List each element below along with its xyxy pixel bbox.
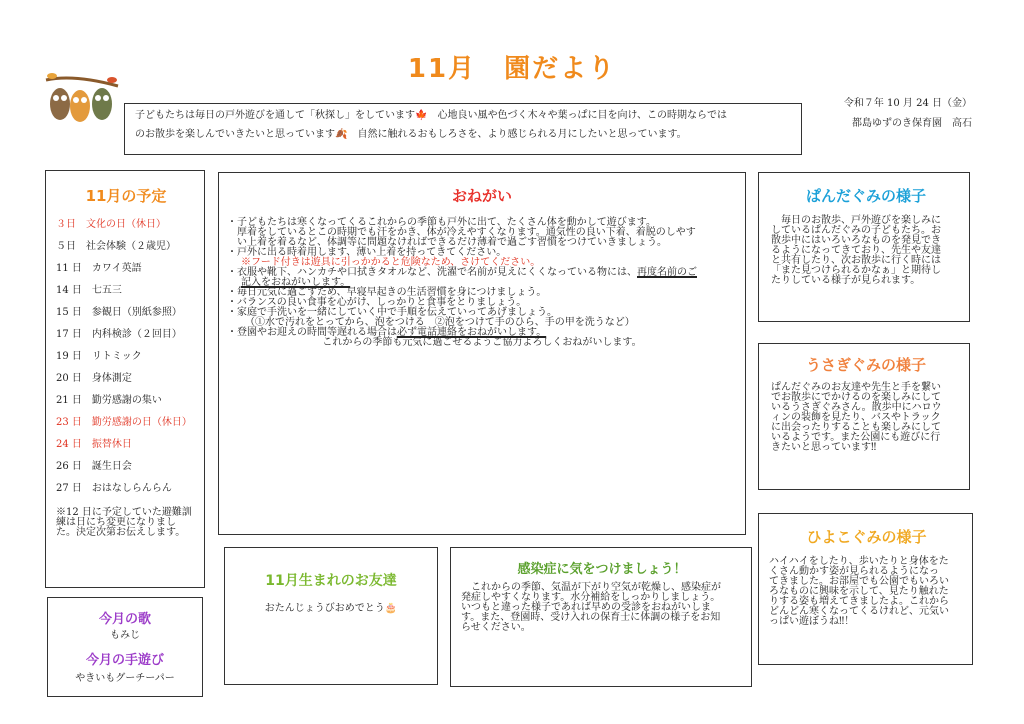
- panda-body: [771, 216, 961, 286]
- schedule-item: 14 日 七五三: [56, 285, 122, 296]
- schedule-item: 17 日 内科検診（２回目）: [56, 329, 182, 340]
- request-emphasis: 記入をおねがいします。: [241, 277, 351, 288]
- schedule-box: [45, 170, 205, 588]
- hiyoko-text-line: ハイハイをしたり、歩いたりと身体をた: [769, 556, 949, 567]
- hand-play-heading: 今月の手遊び: [85, 653, 164, 668]
- schedule-note: [56, 508, 196, 538]
- author: 都島ゆずのき保育園 高石: [852, 118, 972, 129]
- intro-line: のお散歩を楽しんでいきたいと思っています🍂 自然に触れるおもしろさを、より感じられる月にしたいと思っています。: [135, 129, 687, 140]
- panda-text-line: たりしている様子が見られます。: [771, 275, 921, 286]
- song-title: もみじ: [110, 630, 140, 641]
- request-line: 厚着をしているとこの時期でも汗をかき、体が冷えやすくなります。通気性の良い下着、着脱のしやす: [227, 227, 696, 238]
- hiyoko-text-line: くさん動かす姿が見られるようになっ: [769, 566, 939, 577]
- request-text: ・登園やお迎えの時間等遅れる場合は: [227, 327, 397, 338]
- hiyoko-text-line: どんどん寒くなってくるけれど、元気い: [769, 606, 949, 617]
- request-line: ・毎日元気に過ごすため、早寝早起きの生活習慣を身につけましょう。: [227, 287, 547, 298]
- issue-date: 令和７年 10 月 24 日（金）: [843, 98, 972, 109]
- schedule-note-line: ※12 日に予定していた避難訓: [56, 507, 192, 518]
- request-line: （①水で汚れをとってから、泡をつける ②泡をつけて手のひら、手の甲を洗うなど）: [245, 317, 635, 328]
- hiyoko-text-line: りする姿も増えてきましたよ。これから: [769, 596, 949, 607]
- panda-text-line: 毎日のお散歩、戸外遊びを楽しみに: [771, 215, 941, 226]
- usagi-heading: うさぎぐみの様子: [805, 356, 926, 374]
- usagi-text-line: でお散歩にでかけるのを楽しみにして: [771, 392, 941, 403]
- song-heading: 今月の歌: [98, 612, 151, 627]
- panda-text-line: と共有したり、次お散歩に行く時には: [771, 255, 941, 266]
- schedule-heading: 11月の予定: [85, 187, 167, 205]
- hand-play-title: やきいもグーチーパー: [75, 673, 175, 684]
- request-emphasis: 再度名前のご: [637, 267, 697, 278]
- hiyoko-body: [769, 557, 964, 627]
- intro-box: [124, 103, 802, 155]
- birthday-box: [224, 547, 438, 685]
- hiyoko-text-line: てきました。お部屋でも公園でもいろい: [769, 576, 949, 587]
- schedule-item: 24 日 振替休日: [56, 439, 132, 450]
- infection-body: [461, 583, 743, 633]
- intro-line: 子どもたちは毎日の戸外遊びを通して「秋探し」をしています🍁 心地良い風や色づく木々や葉っぱに目を向け、この時期ならでは: [135, 110, 727, 121]
- hiyoko-text-line: っぱい遊ぼうね‼！: [769, 616, 855, 627]
- usagi-text-line: ィンの装飾を見たり、バスやトラック: [771, 412, 941, 423]
- request-line: ・家庭で手洗いを一緒にしていく中で手順を伝えていってあげましょう。: [227, 307, 557, 318]
- schedule-item: 23 日 勤労感謝の日（休日）: [56, 417, 192, 428]
- hiyoko-class-box: [758, 513, 973, 665]
- hiyoko-heading: ひよこぐみの様子: [806, 528, 927, 546]
- schedule-item: 19 日 リトミック: [56, 351, 142, 362]
- infection-text-line: これからの季節、気温が下がり空気が乾燥し、感染症が: [461, 582, 721, 593]
- usagi-text-line: いるようです。また公園にも遊びに行: [771, 432, 941, 443]
- song-box: [47, 597, 203, 697]
- request-line: い上着を着るなど、体調等に問題なければできるだけ薄着で過ごす習慣をつけていきましょう。: [227, 237, 667, 248]
- panda-text-line: しているぱんだぐみの子どもたち。お: [771, 225, 941, 236]
- requests-body: [227, 218, 737, 348]
- infection-text-line: す。また、登園時、受け入れの保育士に体調の様子をお知: [461, 612, 721, 623]
- schedule-item: 21 日 勤労感謝の集い: [56, 395, 162, 406]
- schedule-note-line: 練は日にち変更になりまし: [56, 517, 176, 528]
- usagi-body: [771, 383, 961, 453]
- schedule-item: ３日 文化の日（休日）: [56, 219, 166, 230]
- schedule-item: 20 日 身体測定: [56, 373, 132, 384]
- panda-heading: ぱんだぐみの様子: [805, 187, 926, 205]
- schedule-note-line: た。決定次第お伝えします。: [56, 527, 186, 538]
- request-emphasis: 必ず電話連絡をおねがいします。: [397, 327, 547, 338]
- schedule-item: 27 日 おはなしらんらん: [56, 483, 172, 494]
- infection-text-line: 発症しやすくなります。水分補給をしっかりしましょう。: [461, 592, 721, 603]
- infection-text-line: らせください。: [461, 622, 531, 633]
- infection-heading: 感染症に気をつけましょう！: [517, 562, 687, 577]
- request-warning: ※フード付きは遊具に引っかかると危険なため、さけてください。: [241, 257, 541, 268]
- requests-heading: おねがい: [451, 187, 512, 205]
- schedule-item: ５日 社会体験（２歳児）: [56, 241, 176, 252]
- infection-text-line: いつもと違った様子であれば早めの受診をおねがいしま: [461, 602, 711, 613]
- schedule-list: [56, 220, 196, 506]
- page-title: 11月 園だより: [407, 54, 617, 84]
- hiyoko-text-line: ろなものに興味を示して、見たり触れた: [769, 586, 949, 597]
- usagi-text-line: に出会ったりすることも楽しみにして: [771, 422, 941, 433]
- birthday-message: おたんじょうびおめでとう🎂: [264, 603, 398, 614]
- requests-box: [218, 172, 746, 535]
- request-text: ・衣服や靴下、ハンカチや口拭きタオルなど、洗濯で名前が見えにくくなっている物には、: [227, 267, 637, 278]
- request-line: ・子どもたちは寒くなってくるこれからの季節も戸外に出て、たくさん体を動かして遊びます。: [227, 217, 656, 228]
- panda-class-box: [758, 172, 970, 322]
- request-line: ・バランスの良い食事を心がけ、しっかりと食事をとりましょう。: [227, 297, 527, 308]
- owls-on-branch-illustration: [44, 70, 120, 136]
- usagi-class-box: [758, 343, 970, 490]
- schedule-item: 11 日 カワイ英語: [56, 263, 142, 274]
- request-closing: これからの季節も元気に過ごせるようご協力よろしくおねがいします。: [322, 337, 642, 348]
- schedule-item: 26 日 誕生日会: [56, 461, 132, 472]
- birthday-heading: 11月生まれのお友達: [265, 573, 397, 589]
- panda-text-line: 散歩中にはいろいろなものを発見でき: [771, 235, 941, 246]
- infection-box: [450, 547, 752, 687]
- panda-text-line: 「また見つけられるかなぁ」と期待し: [771, 265, 941, 276]
- usagi-text-line: きたいと思っています‼: [771, 442, 877, 453]
- usagi-text-line: ぱんだぐみのお友達や先生と手を繋い: [771, 382, 941, 393]
- request-line: ・戸外に出る時着用します、薄い上着を持ってきてください。: [227, 247, 507, 258]
- panda-text-line: るようになってきており、先生や友達: [771, 245, 941, 256]
- usagi-text-line: いるうさぎぐみさん。散歩中にハロウ: [771, 402, 942, 413]
- schedule-item: 15 日 参観日（別紙参照）: [56, 307, 182, 318]
